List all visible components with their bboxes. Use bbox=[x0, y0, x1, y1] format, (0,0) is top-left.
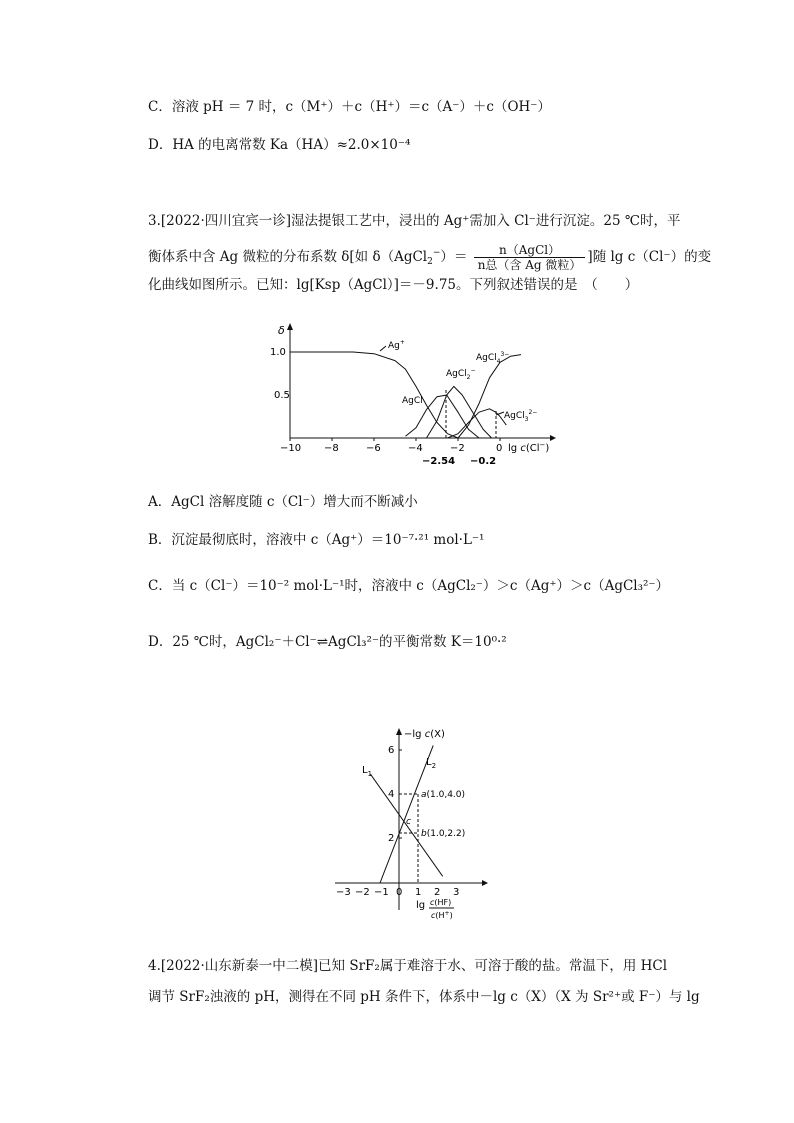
x-tick-neg8: −8 bbox=[324, 443, 339, 454]
x-axis-label-num: c(HF) bbox=[430, 898, 452, 907]
q4-stem-line2: 调节 SrF₂浊液的 pH，测得在不同 pH 条件下，体系中－lg c（X）（X 为 Sr²⁺或 F⁻）与 lg bbox=[148, 989, 700, 1005]
q3-option-d: D．25 ℃时，AgCl₂⁻＋Cl⁻⇌AgCl₃²⁻的平衡常数 K＝10⁰·² bbox=[148, 634, 507, 650]
x-tick-neg1: −1 bbox=[374, 887, 389, 898]
x-axis-label-den: c(H+) bbox=[431, 910, 453, 920]
q2-option-c: C．溶液 pH ＝ 7 时，c（M⁺）＋c（H⁺）＝c（A⁻）＋c（OH⁻） bbox=[148, 99, 551, 115]
point-a-label: a(1.0,4.0) bbox=[421, 790, 466, 800]
distribution-chart bbox=[268, 318, 558, 468]
distribution-fraction bbox=[474, 243, 586, 272]
q3-sub-2: 2 bbox=[427, 257, 433, 267]
x-axis-label: lg c(Cl−) bbox=[508, 441, 550, 454]
label-agcl: AgCl bbox=[402, 396, 423, 406]
q3-option-a: A．AgCl 溶解度随 c（Cl⁻）增大而不断减小 bbox=[148, 494, 418, 510]
point-b-label: b(1.0,2.2) bbox=[421, 829, 466, 839]
label-agcl2: AgCl$_2$− bbox=[446, 367, 476, 381]
series-line-4 bbox=[458, 355, 521, 438]
series-line-0 bbox=[290, 352, 458, 438]
q3-stem-line1: 3.[2022·四川宜宾一诊]湿法提银工艺中，浸出的 Ag⁺需加入 Cl⁻进行沉淀。25 ℃时，平 bbox=[148, 213, 681, 229]
y-tick-1.0: 1.0 bbox=[270, 347, 286, 358]
q3-sup-minus: − bbox=[432, 248, 441, 258]
x-tick-1: 1 bbox=[415, 887, 422, 898]
x-axis-arrow bbox=[550, 435, 556, 441]
label-ag-plus: Ag+ bbox=[388, 339, 405, 351]
fraction-numerator: n（AgCl） bbox=[474, 243, 586, 258]
q3-stem-line2 bbox=[148, 243, 711, 272]
x-tick-neg2: −2 bbox=[450, 443, 465, 454]
annotation-neg2.54: −2.54 bbox=[422, 456, 456, 467]
q3-option-c: C．当 c（Cl⁻）＝10⁻² mol·L⁻¹时，溶液中 c（AgCl₂⁻）＞c（Ag⁺）＞c（AgCl₃²⁻） bbox=[148, 578, 670, 594]
point-c-label: c bbox=[406, 817, 411, 827]
x-tick-2: 2 bbox=[434, 887, 441, 898]
series-line-2 bbox=[427, 386, 492, 438]
y-tick-4: 4 bbox=[388, 789, 395, 800]
y-axis-arrow bbox=[287, 323, 293, 330]
y-axis-label: δ bbox=[278, 324, 285, 337]
x-tick-neg10: −10 bbox=[280, 443, 302, 454]
q3-stem-line2-b: ）＝ bbox=[440, 249, 468, 265]
x-tick-0: 0 bbox=[496, 443, 503, 454]
y-axis-arrow bbox=[396, 728, 402, 735]
x-tick-neg3: −3 bbox=[336, 887, 351, 898]
label-agcl4: AgCl$_4^{3-}$ bbox=[476, 351, 510, 365]
series-line-3 bbox=[448, 409, 507, 438]
annotation-neg0.2: −0.2 bbox=[470, 456, 497, 467]
x-tick-3: 3 bbox=[453, 887, 460, 898]
x-axis-arrow bbox=[482, 880, 488, 886]
x-tick-neg4: −4 bbox=[408, 443, 423, 454]
label-l2: $L_2$ bbox=[426, 757, 437, 770]
label-l1: $L_1$ bbox=[362, 765, 373, 778]
y-tick-0.5: 0.5 bbox=[274, 390, 290, 401]
leader-ag bbox=[380, 346, 386, 351]
q3-stem-line2-a: 衡体系中含 Ag 微粒的分布系数 δ[如 δ（AgCl bbox=[148, 249, 428, 265]
label-agcl3: AgCl$_3^{2-}$ bbox=[504, 409, 538, 423]
x-tick-neg2: −2 bbox=[355, 887, 370, 898]
x-axis-label: lg bbox=[416, 900, 426, 911]
q2-option-d: D．HA 的电离常数 Ka（HA）≈2.0×10⁻⁴ bbox=[148, 137, 411, 153]
q3-stem-line2-c: ]随 lg c（Cl⁻）的变 bbox=[587, 249, 712, 265]
q3-option-b: B．沉淀最彻底时，溶液中 c（Ag⁺）＝10⁻⁷·²¹ mol·L⁻¹ bbox=[148, 532, 485, 548]
x-tick-0: 0 bbox=[396, 887, 403, 898]
x-tick-neg6: −6 bbox=[366, 443, 381, 454]
q4-stem-line1: 4.[2022·山东新泰一中二模]已知 SrF₂属于难溶于水、可溶于酸的盐。常温下，用 HCl bbox=[148, 958, 668, 974]
y-tick-6: 6 bbox=[388, 745, 395, 756]
y-axis-label: −lg c(X) bbox=[404, 729, 445, 740]
srf2-chart bbox=[330, 725, 500, 925]
q3-stem-line3: 化曲线如图所示。已知：lg[Ksp（AgCl）]＝－9.75。下列叙述错误的是 （ ） bbox=[148, 277, 639, 293]
y-tick-2: 2 bbox=[388, 833, 395, 844]
fraction-denominator: n总（含 Ag 微粒） bbox=[477, 258, 582, 272]
